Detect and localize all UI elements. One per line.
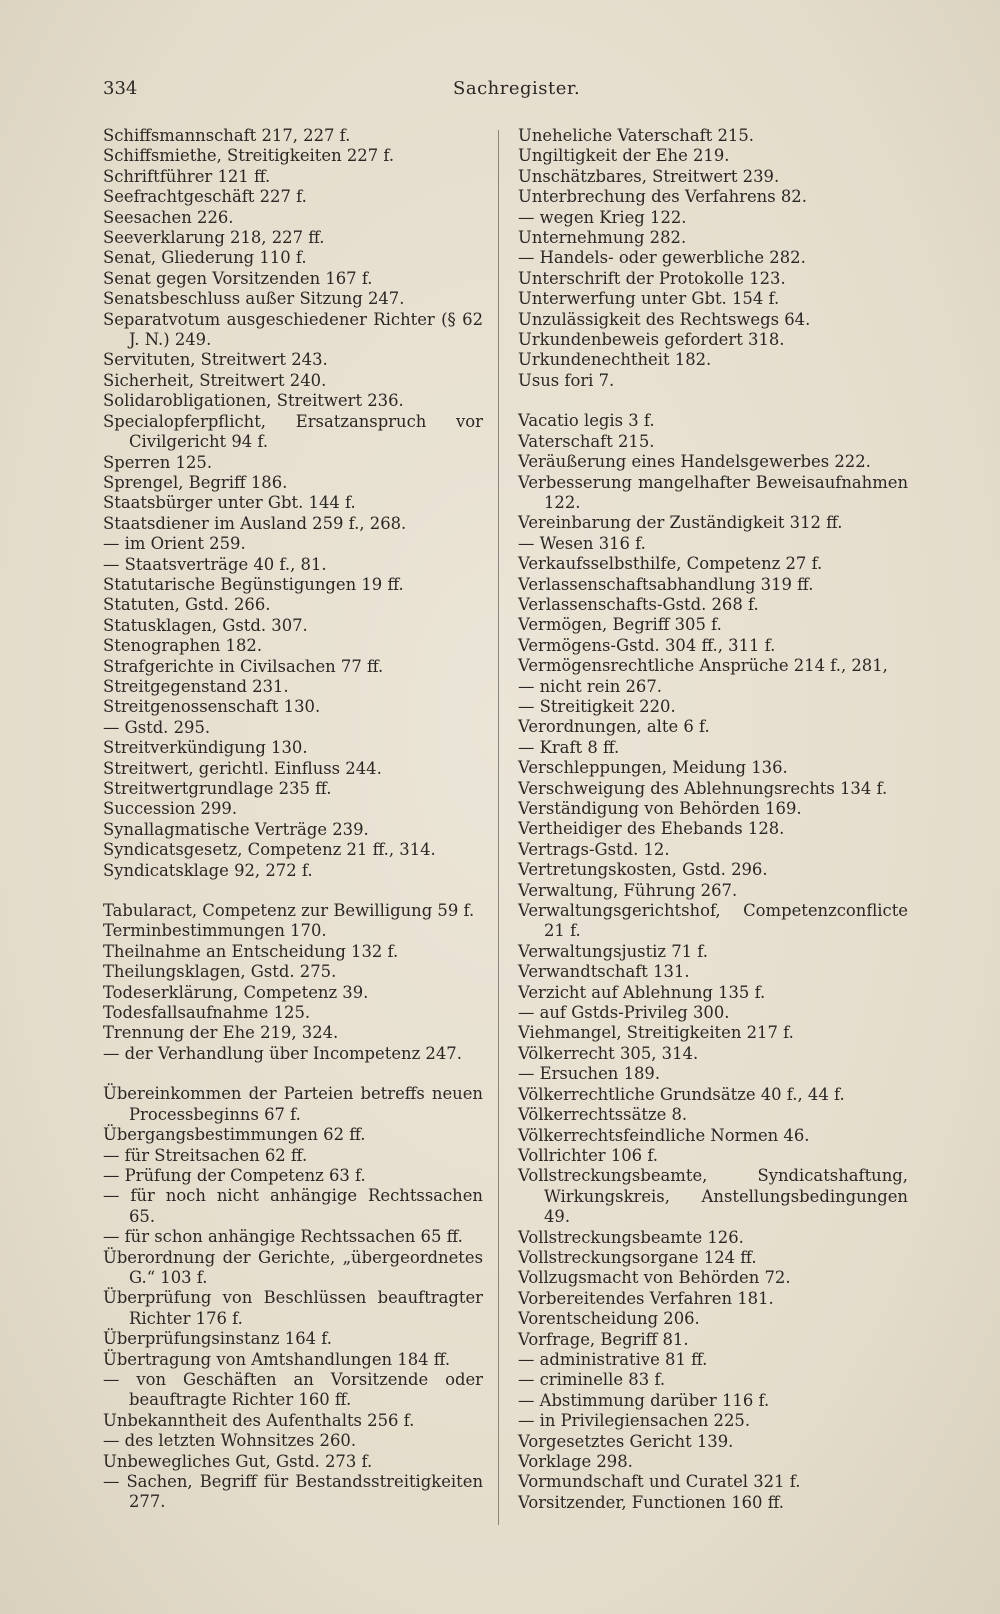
index-entry: — Handels- oder gewerbliche 282.: [518, 248, 806, 268]
index-entry: Vereinbarung der Zuständigkeit 312 ff.: [518, 513, 843, 533]
index-entry: Veräußerung eines Handelsgewerbes 222.: [518, 452, 871, 472]
index-entry: Vollstreckungsorgane 124 ff.: [518, 1247, 757, 1267]
index-entry: — der Verhandlung über Incompetenz 247.: [103, 1043, 462, 1063]
index-entry: Verwaltungsgerichtshof, Competenzconflicte 21 f.: [518, 901, 908, 941]
index-entry: — nicht rein 267.: [518, 676, 662, 696]
index-entry: Verschleppungen, Meidung 136.: [518, 758, 788, 778]
index-entry: Ungiltigkeit der Ehe 219.: [518, 146, 730, 166]
index-entry: Staatsdiener im Ausland 259 f., 268.: [103, 513, 407, 533]
index-entry: Übereinkommen der Parteien betreffs neuen Processbeginns 67 f.: [103, 1084, 483, 1124]
index-entry: Strafgerichte in Civilsachen 77 ff.: [103, 656, 384, 676]
index-entry: Verwaltungsjustiz 71 f.: [518, 941, 708, 961]
index-column-right: [518, 126, 908, 1513]
index-entry: Syndicatsgesetz, Competenz 21 ff., 314.: [103, 840, 436, 860]
index-entry: Vorbereitendes Verfahren 181.: [518, 1288, 774, 1308]
index-entry: Vollrichter 106 f.: [518, 1145, 659, 1165]
index-entry: Überordnung der Gerichte, „übergeordnetes G.“ 103 f.: [103, 1247, 483, 1287]
index-entry: Urkundenbeweis gefordert 318.: [518, 330, 785, 350]
index-entry: Seesachen 226.: [103, 207, 234, 227]
index-entry: Uneheliche Vaterschaft 215.: [518, 126, 754, 145]
index-entry: — für Streitsachen 62 ff.: [103, 1145, 308, 1165]
index-entry: — Ersuchen 189.: [518, 1064, 661, 1084]
index-entry: Unbekanntheit des Aufenthalts 256 f.: [103, 1410, 415, 1430]
index-entry: — Kraft 8 ff.: [518, 737, 620, 757]
index-entry: — Sachen, Begriff für Bestandsstreitigkeiten 277.: [103, 1472, 483, 1512]
index-entry: Streitverkündigung 130.: [103, 738, 308, 758]
index-entry: — für schon anhängige Rechtssachen 65 ff.: [103, 1227, 463, 1247]
index-entry: Synallagmatische Verträge 239.: [103, 819, 369, 839]
index-entry: Seeverklarung 218, 227 ff.: [103, 228, 325, 248]
index-entry: Unbewegliches Gut, Gstd. 273 f.: [103, 1451, 373, 1471]
index-entry: Unternehmung 282.: [518, 228, 687, 248]
index-entry: Vermögensrechtliche Ansprüche 214 f., 281,: [518, 656, 888, 676]
index-entry: Vacatio legis 3 f.: [518, 411, 655, 431]
index-entry: Überprüfungsinstanz 164 f.: [103, 1329, 332, 1349]
index-entry: Vorfrage, Begriff 81.: [518, 1329, 689, 1349]
page-header: [103, 78, 883, 108]
index-entry: Staatsbürger unter Gbt. 144 f.: [103, 493, 356, 513]
index-entry: Völkerrechtsfeindliche Normen 46.: [518, 1125, 810, 1145]
index-entry: Theilnahme an Entscheidung 132 f.: [103, 941, 399, 961]
index-entry: Viehmangel, Streitigkeiten 217 f.: [518, 1023, 794, 1043]
index-entry: Verlassenschaftsabhandlung 319 ff.: [518, 574, 814, 594]
index-entry: Senatsbeschluss außer Sitzung 247.: [103, 289, 405, 309]
index-entry: Übergangsbestimmungen 62 ff.: [103, 1125, 366, 1145]
index-entry: Vaterschaft 215.: [518, 431, 655, 451]
index-entry: Seefrachtgeschäft 227 f.: [103, 187, 307, 207]
index-entry: — administrative 81 ff.: [518, 1349, 708, 1369]
index-entry: Vorgesetztes Gericht 139.: [518, 1431, 734, 1451]
index-entry: Sicherheit, Streitwert 240.: [103, 370, 327, 390]
index-entry: Verkaufsselbsthilfe, Competenz 27 f.: [518, 554, 823, 574]
section-gap: [103, 881, 483, 901]
index-entry: Separatvotum ausgeschiedener Richter (§ 62 J. N.) 249.: [103, 309, 483, 350]
index-entry: Vermögens-Gstd. 304 ff., 311 f.: [518, 635, 776, 655]
index-entry: Schriftführer 121 ff.: [103, 166, 271, 186]
index-entry: Senat gegen Vorsitzenden 167 f.: [103, 268, 373, 288]
index-entry: — Prüfung der Competenz 63 f.: [103, 1165, 366, 1185]
index-entry: Völkerrechtssätze 8.: [518, 1105, 688, 1125]
index-entry: Statuten, Gstd. 266.: [103, 595, 271, 615]
index-entry: Todeserklärung, Competenz 39.: [103, 982, 369, 1002]
index-entry: Servituten, Streitwert 243.: [103, 350, 328, 370]
index-entry: Unschätzbares, Streitwert 239.: [518, 166, 780, 186]
index-entry: Stenographen 182.: [103, 636, 263, 656]
index-entry: Verbesserung mangelhafter Beweisaufnahmen 122.: [518, 472, 908, 512]
index-entry: Schiffsmiethe, Streitigkeiten 227 f.: [103, 146, 395, 166]
index-entry: Vollstreckungsbeamte, Syndicatshaftung, Wirkungskreis, Anstellungsbedingungen 49.: [518, 1166, 908, 1227]
section-gap: [103, 1064, 483, 1084]
index-entry: Solidarobligationen, Streitwert 236.: [103, 391, 404, 411]
index-entry: Völkerrecht 305, 314.: [518, 1043, 699, 1063]
index-entry: Vorsitzender, Functionen 160 ff.: [518, 1492, 784, 1512]
index-entry: Unterbrechung des Verfahrens 82.: [518, 187, 807, 207]
index-entry: Statusklagen, Gstd. 307.: [103, 615, 308, 635]
index-entry: Verständigung von Behörden 169.: [518, 799, 802, 818]
index-entry: Todesfallsaufnahme 125.: [103, 1003, 311, 1023]
index-entry: Streitwert, gerichtl. Einfluss 244.: [103, 758, 382, 778]
index-entry: Streitwertgrundlage 235 ff.: [103, 779, 332, 798]
index-entry: — Streitigkeit 220.: [518, 696, 676, 716]
index-entry: Syndicatsklage 92, 272 f.: [103, 860, 313, 880]
section-gap: [518, 391, 908, 411]
index-entry: Unterschrift der Protokolle 123.: [518, 268, 786, 288]
index-entry: — des letzten Wohnsitzes 260.: [103, 1431, 357, 1451]
index-entry: Vollstreckungsbeamte 126.: [518, 1227, 744, 1247]
index-entry: Terminbestimmungen 170.: [103, 921, 327, 941]
index-entry: Unterwerfung unter Gbt. 154 f.: [518, 289, 780, 309]
index-entry: — Abstimmung darüber 116 f.: [518, 1390, 770, 1410]
index-entry: — im Orient 259.: [103, 534, 246, 554]
index-entry: Verwandtschaft 131.: [518, 962, 690, 982]
index-column-left: [103, 126, 483, 1513]
index-entry: Succession 299.: [103, 799, 238, 819]
index-entry: Streitgenossenschaft 130.: [103, 697, 321, 717]
index-entry: Überprüfung von Beschlüssen beauftragter Richter 176 f.: [103, 1288, 483, 1328]
index-entry: Vollzugsmacht von Behörden 72.: [518, 1268, 791, 1288]
index-entry: Vertretungskosten, Gstd. 296.: [518, 860, 768, 880]
index-entry: Völkerrechtliche Grundsätze 40 f., 44 f.: [518, 1084, 845, 1104]
index-entry: Verwaltung, Führung 267.: [518, 880, 738, 900]
index-entry: Theilungsklagen, Gstd. 275.: [103, 962, 337, 982]
index-entry: — von Geschäften an Vorsitzende oder beauftragte Richter 160 ff.: [103, 1369, 483, 1410]
index-entry: Sprengel, Begriff 186.: [103, 472, 288, 492]
index-entry: — Staatsverträge 40 f., 81.: [103, 554, 327, 574]
index-entry: Senat, Gliederung 110 f.: [103, 248, 307, 268]
index-entry: Verlassenschafts-Gstd. 268 f.: [518, 594, 759, 614]
index-entry: Vertheidiger des Ehebands 128.: [518, 819, 785, 839]
index-entry: Verschweigung des Ablehnungsrechts 134 f.: [518, 778, 888, 798]
index-entry: Unzulässigkeit des Rechtswegs 64.: [518, 309, 811, 329]
index-entry: Sperren 125.: [103, 452, 213, 472]
index-entry: Übertragung von Amtshandlungen 184 ff.: [103, 1349, 451, 1369]
index-entry: — wegen Krieg 122.: [518, 207, 687, 227]
index-entry: — Wesen 316 f.: [518, 533, 646, 553]
index-entry: Vorklage 298.: [518, 1452, 633, 1471]
index-entry: — in Privilegiensachen 225.: [518, 1411, 751, 1431]
index-entry: — für noch nicht anhängige Rechtssachen 65.: [103, 1186, 483, 1226]
index-entry: Urkundenechtheit 182.: [518, 350, 712, 370]
index-entry: Streitgegenstand 231.: [103, 676, 289, 696]
index-entry: — Gstd. 295.: [103, 717, 211, 737]
running-title: Sachregister.: [453, 78, 581, 99]
index-entry: Vorentscheidung 206.: [518, 1309, 700, 1329]
index-entry: Verzicht auf Ablehnung 135 f.: [518, 982, 766, 1002]
index-entry: Trennung der Ehe 219, 324.: [103, 1023, 339, 1043]
index-entry: Specialopferpflicht, Ersatzanspruch vor Civilgericht 94 f.: [103, 411, 483, 452]
index-entry: Verordnungen, alte 6 f.: [518, 717, 710, 737]
page-number: 334: [103, 78, 138, 99]
index-entry: — criminelle 83 f.: [518, 1370, 666, 1390]
index-entry: Tabularact, Competenz zur Bewilligung 59 f.: [103, 901, 475, 921]
index-entry: Schiffsmannschaft 217, 227 f.: [103, 126, 351, 145]
index-entry: Vermögen, Begriff 305 f.: [518, 615, 722, 635]
index-entry: Vormundschaft und Curatel 321 f.: [518, 1472, 801, 1492]
column-divider: [498, 130, 499, 1525]
index-entry: Statutarische Begünstigungen 19 ff.: [103, 574, 404, 594]
index-entry: Vertrags-Gstd. 12.: [518, 839, 670, 859]
index-entry: — auf Gstds-Privileg 300.: [518, 1003, 730, 1023]
index-entry: Usus fori 7.: [518, 370, 615, 390]
